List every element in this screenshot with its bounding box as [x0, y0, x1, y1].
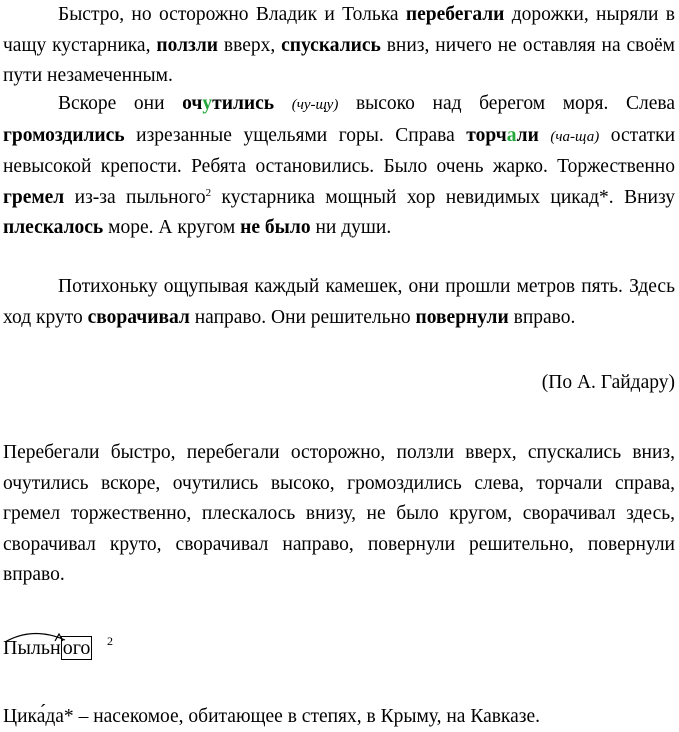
- verb-gromozdilis: громоздились: [3, 124, 125, 146]
- spelling-note: (чу-щу): [291, 97, 339, 113]
- verb-torchali: торчали: [466, 124, 539, 146]
- paragraph-3: Потихоньку ощупывая каждый камешек, они прошли метров пять. Здесь ход круто сворачивал направо. Они решительно повернули вправо.: [3, 276, 675, 328]
- spelling-note: (ча-ща): [550, 128, 600, 145]
- verb-gremel: гремел: [3, 186, 65, 208]
- verb-pleskalos: плескалось: [3, 217, 104, 239]
- highlighted-letter: у: [202, 93, 213, 114]
- verb-ochutilis: очутились: [182, 93, 275, 114]
- paragraph-1: Быстро, но осторожно Владик и Толька перебегали дорожки, ныряли в чащу кустарника, ползли вверх, спускались вниз, ничего не оставляя на своём пути незамеченным.: [3, 4, 675, 87]
- footnote-definition: Цикада* – насекомое, обитающее в степях, в Крыму, на Кавказе.: [3, 706, 541, 727]
- word-stem: Пыльн: [3, 637, 61, 659]
- verb-perebegali: перебегали: [405, 4, 505, 25]
- paragraph-2: Вскоре они очутились (чу-щу) высоко над берегом моря. Слева громоздились изрезанные ущельями горы. Справа торчали (ча-ща) остатки невысокой крепости. Ребята остановились. Было очень жарко. Торжественно гремел из-за пыльного$^2$ кустарника мощный хор невидимых цикад*. Внизу плескалось море. А кругом не было ни души.: [3, 93, 676, 239]
- verb-svorachival: сворачивал: [87, 306, 190, 328]
- verb-spuskalis: спускались: [281, 34, 381, 56]
- footnote-marker: 2: [205, 186, 212, 199]
- phrases-list: Перебегали быстро, перебегали осторожно, ползли вверх, спускались вниз, очутились вскоре, очутились высоко, громоздились слева, торчали справа, гремел торжественно, плескалось внизу, не было кругом, сворачивал здесь, сворачивал круто, сворачивал направо, повернули решительно, повернули вправо.: [3, 442, 675, 586]
- verb-polzli: ползли: [156, 34, 219, 56]
- source-attribution: (По А. Гайдару): [541, 372, 675, 393]
- highlighted-letter: а: [506, 124, 517, 146]
- footnote-number: 2: [107, 634, 113, 648]
- verb-povernuli: повернули: [415, 306, 509, 328]
- verb-ne-bylo: не было: [240, 217, 311, 239]
- word-morpheme-analysis: [3, 628, 143, 668]
- word-ending-box: ого: [62, 637, 91, 659]
